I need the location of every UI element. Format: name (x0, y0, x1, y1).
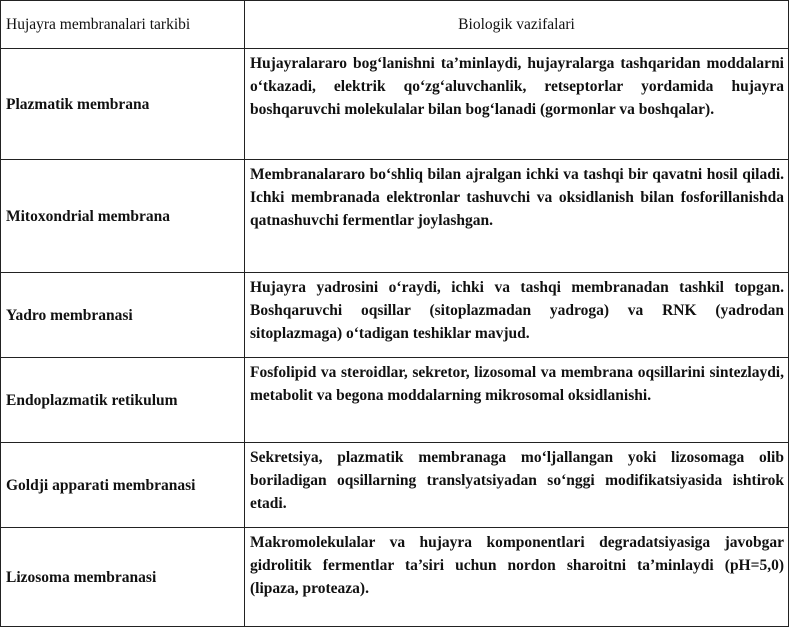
row-membrane-name: Lizosoma membranasi (1, 528, 245, 627)
row-membrane-name: Yadro membranasi (1, 273, 245, 358)
row-membrane-name: Endoplazmatik retikulum (1, 358, 245, 443)
table-row (1, 528, 789, 627)
table-row (1, 273, 789, 358)
table-row (1, 49, 789, 160)
row-function-description: Membranalararo bo‘shliq bilan ajralgan ichki va tashqi bir qavatni hosil qiladi. Ichki membranada elektronlar tashuvchi va oksidlanish bilan fosforillanishda qatnashuvchi fermentlar joylashgan. (245, 160, 789, 273)
row-membrane-name: Mitoxondrial membrana (1, 160, 245, 273)
row-membrane-name: Plazmatik membrana (1, 49, 245, 160)
row-function-description: Sekretsiya, plazmatik membranaga mo‘ljallangan yoki lizosomaga olib boriladigan oqsillarning translyatsiyadan so‘nggi modifikatsiyasida ishtirok etadi. (245, 443, 789, 528)
column-header-function: Biologik vazifalari (245, 1, 789, 49)
column-header-component: Hujayra membranalari tarkibi (1, 1, 245, 49)
row-membrane-name: Goldji apparati membranasi (1, 443, 245, 528)
row-function-description: Hujayra yadrosini o‘raydi, ichki va tashqi membranadan tashkil topgan. Boshqaruvchi oqsillar (sitoplazmadan yadroga) va RNK (yadrodan sitoplazmaga) o‘tadigan teshiklar mavjud. (245, 273, 789, 358)
table-row (1, 443, 789, 528)
table-row (1, 358, 789, 443)
row-function-description: Hujayralararo bog‘lanishni ta’minlaydi, hujayralarga tashqaridan moddalarni o‘tkazadi, elektrik qo‘zg‘aluvchanlik, retseptorlar yordamida hujayra boshqaruvchi molekulalar bilan bog‘lanadi (gormonlar va boshqalar). (245, 49, 789, 160)
table-row (1, 160, 789, 273)
row-function-description: Makromolekulalar va hujayra komponentlari degradatsiyasiga javobgar gidrolitik fermentlar ta’siri uchun nordon sharoitni ta’minlaydi (pH=5,0) (lipaza, proteaza). (245, 528, 789, 627)
table-header-row (1, 1, 789, 49)
row-function-description: Fosfolipid va steroidlar, sekretor, lizosomal va membrana oqsillarini sintezlaydi, metabolit va begona moddalarning mikrosomal oksidlanishi. (245, 358, 789, 443)
